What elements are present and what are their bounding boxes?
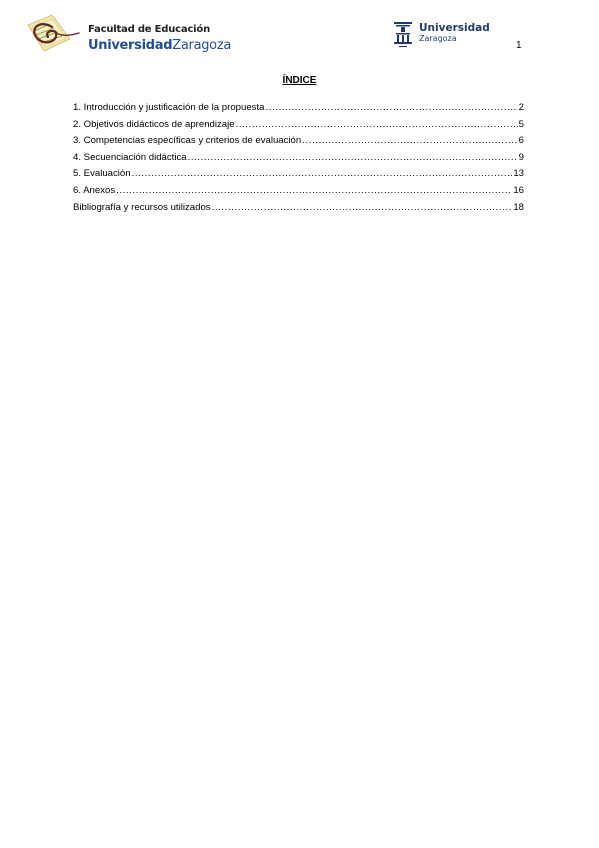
faculty-logo-icon — [22, 13, 80, 53]
toc-entry-page: 18 — [513, 201, 524, 213]
faculty-name: Facultad de Educación — [88, 24, 210, 35]
toc-entry-label: 5. Evaluación — [73, 168, 131, 180]
toc-entry-label: 4. Secuenciación didáctica — [73, 151, 187, 163]
toc-entry-page: 2 — [518, 102, 524, 113]
toc-leader-dots — [116, 185, 512, 197]
toc-entry[interactable] — [73, 135, 524, 152]
toc-entry[interactable] — [73, 102, 524, 119]
toc-entry[interactable] — [73, 168, 524, 185]
toc-entry[interactable] — [73, 119, 524, 136]
toc-entry-page: 6 — [518, 135, 524, 147]
university-city: Zaragoza — [419, 34, 457, 43]
toc-entry-page: 16 — [513, 184, 524, 196]
faculty-header — [22, 13, 242, 55]
toc-entry[interactable] — [73, 185, 524, 202]
toc-entry-label: 1. Introducción y justificación de la propuesta — [73, 102, 265, 113]
university-name: Universidad — [419, 22, 490, 34]
toc-entry[interactable] — [73, 202, 524, 219]
toc-entry-label: 3. Competencias específicas y criterios de evaluación — [73, 135, 302, 147]
university-header — [393, 20, 493, 50]
toc-entry-label: 6. Anexos — [73, 184, 116, 196]
toc-leader-dots — [212, 202, 513, 214]
toc-entry[interactable] — [73, 152, 524, 169]
faculty-university-name — [88, 38, 231, 53]
toc-entry-page: 5 — [518, 118, 524, 130]
toc-leader-dots — [132, 168, 513, 180]
toc-leader-dots — [236, 119, 518, 131]
page-number: 1 — [516, 40, 522, 51]
toc-leader-dots — [265, 102, 517, 114]
toc-leader-dots — [188, 152, 518, 164]
university-building-icon — [393, 20, 413, 48]
toc-leader-dots — [302, 135, 517, 147]
toc-entry-page: 13 — [513, 168, 524, 180]
index-title: ÍNDICE — [282, 75, 317, 86]
toc-entry-label: 2. Objetivos didácticos de aprendizaje — [73, 118, 235, 130]
table-of-contents — [73, 102, 524, 218]
toc-entry-label: Bibliografía y recursos utilizados — [73, 201, 211, 213]
toc-entry-page: 9 — [518, 151, 524, 163]
faculty-university-bold: Universidad — [88, 38, 173, 53]
faculty-university-city: Zaragoza — [172, 38, 232, 53]
